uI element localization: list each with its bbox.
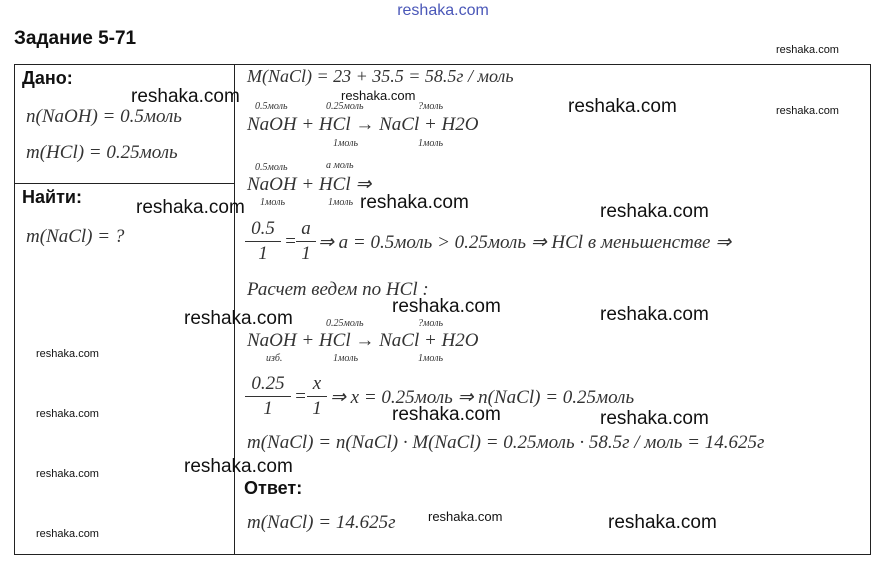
watermark: reshaka.com <box>776 44 839 56</box>
ratio2-num2: x <box>307 372 327 397</box>
eq1-above-naoh: 0.5моль <box>255 101 288 112</box>
watermark: reshaka.com <box>600 408 709 429</box>
given-heading: Дано: <box>22 68 73 88</box>
eq2-below-hcl: 1моль <box>328 197 354 208</box>
ratio1-num1: 0.5 <box>245 217 281 242</box>
given-naoh: n(NaOH) = 0.5моль <box>26 106 182 127</box>
ratio2-right <box>307 372 327 421</box>
watermark: reshaka.com <box>36 408 99 420</box>
watermark: reshaka.com <box>341 88 416 103</box>
eq3-above-hcl: 0.25моль <box>326 318 364 329</box>
find-heading: Найти: <box>22 187 82 207</box>
eq1-above-hcl: 0.25моль <box>326 101 364 112</box>
ratio2-num1: 0.25 <box>245 372 291 397</box>
watermark: reshaka.com <box>392 404 501 425</box>
find-nacl: m(NaCl) = ? <box>26 226 125 247</box>
watermark: reshaka.com <box>184 308 293 329</box>
ratio2-left <box>245 372 291 421</box>
ratio1-den2: 1 <box>301 243 311 264</box>
ratio2-den2: 1 <box>312 398 322 419</box>
molar-mass-line: M(NaCl) = 23 + 35.5 = 58.5г / моль <box>247 66 514 86</box>
watermark: reshaka.com <box>428 509 503 524</box>
ratio1-left <box>245 217 281 266</box>
watermark: reshaka.com <box>608 512 717 533</box>
ratio1-den1: 1 <box>258 243 268 264</box>
equation-2: NaOH + HCl ⇒ <box>247 174 372 195</box>
eq3-below-nacl: 1моль <box>418 353 444 364</box>
eq3-below-naoh: изб. <box>266 353 283 364</box>
calc-note: Расчет ведем по HCl : <box>247 279 429 300</box>
given-find-divider <box>14 183 235 184</box>
eq1-below-nacl: 1моль <box>418 138 444 149</box>
given-hcl: m(HCl) = 0.25моль <box>26 142 178 163</box>
watermark: reshaka.com <box>36 348 99 360</box>
watermark: reshaka.com <box>776 105 839 117</box>
eq2-below-naoh: 1моль <box>260 197 286 208</box>
eq2-above-hcl: a моль <box>326 160 354 171</box>
watermark: reshaka.com <box>184 456 293 477</box>
ratio2-den1: 1 <box>263 398 273 419</box>
eq1-below-hcl: 1моль <box>333 138 359 149</box>
watermark: reshaka.com <box>36 468 99 480</box>
task-title: Задание 5-71 <box>14 28 137 49</box>
ratio2-equals: = <box>294 386 307 407</box>
watermark: reshaka.com <box>600 201 709 222</box>
watermark: reshaka.com <box>360 192 469 213</box>
equation-3: NaOH + HCl → NaCl + H2O <box>247 330 479 351</box>
eq3-above-nacl: ?моль <box>418 318 444 329</box>
eq2-above-naoh: 0.5моль <box>255 162 288 173</box>
eq1-above-nacl: ?моль <box>418 101 444 112</box>
equation-1: NaOH + HCl → NaCl + H2O <box>247 114 479 135</box>
watermark: reshaka.com <box>131 86 240 107</box>
ratio1-equals: = <box>284 231 297 252</box>
watermark: reshaka.com <box>392 296 501 317</box>
ratio1-num2: a <box>296 217 316 242</box>
mass-calculation: m(NaCl) = n(NaCl) · M(NaCl) = 0.25моль · 58.5г / моль = 14.625г <box>247 432 765 453</box>
watermark: reshaka.com <box>136 197 245 218</box>
watermark: reshaka.com <box>568 96 677 117</box>
site-header-link[interactable]: reshaka.com <box>397 2 489 19</box>
ratio1-right <box>296 217 316 266</box>
ratio1-conclusion: ⇒ a = 0.5моль > 0.25моль ⇒ HCl в меньшенстве ⇒ <box>318 232 732 253</box>
eq3-below-hcl: 1моль <box>333 353 359 364</box>
watermark: reshaka.com <box>36 528 99 540</box>
answer-value: m(NaCl) = 14.625г <box>247 512 396 533</box>
answer-heading: Ответ: <box>244 478 303 498</box>
watermark: reshaka.com <box>600 304 709 325</box>
ratio2-conclusion: ⇒ x = 0.25моль ⇒ n(NaCl) = 0.25моль <box>330 387 635 408</box>
